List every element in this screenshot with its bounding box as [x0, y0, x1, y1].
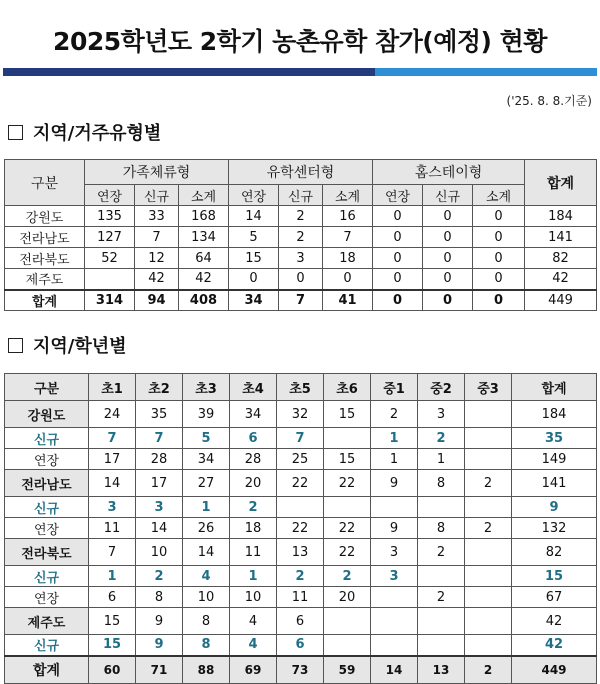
table-cell: 42	[179, 269, 229, 290]
new-row	[5, 566, 597, 587]
column-header: 초4	[230, 374, 277, 401]
table-cell	[324, 635, 371, 656]
new-label: 신규	[5, 635, 89, 656]
table-cell: 10	[230, 587, 277, 608]
checkbox-square-icon	[8, 125, 23, 140]
table-cell: 34	[183, 449, 230, 470]
sum-cell: 0	[373, 290, 423, 311]
sum-label: 합계	[5, 656, 89, 684]
table-cell: 10	[136, 539, 183, 566]
table-cell: 11	[230, 539, 277, 566]
table-cell: 8	[418, 470, 465, 497]
table-cell: 2	[371, 401, 418, 428]
column-header: 중1	[371, 374, 418, 401]
sum-cell: 449	[512, 656, 597, 684]
sum-cell: 73	[277, 656, 324, 684]
table-cell: 22	[324, 539, 371, 566]
table-cell: 27	[183, 470, 230, 497]
table-cell	[371, 608, 418, 635]
table-cell	[371, 497, 418, 518]
table-cell: 9	[136, 608, 183, 635]
header-row	[5, 374, 597, 401]
table-cell: 20	[230, 470, 277, 497]
region-row	[5, 470, 597, 497]
table-cell: 0	[423, 248, 473, 269]
subheader-cell: 연장	[373, 185, 423, 206]
table-cell	[418, 635, 465, 656]
subheader-cell: 신규	[279, 185, 323, 206]
sum-label: 합계	[5, 290, 85, 311]
table-cell: 64	[179, 248, 229, 269]
table-cell: 7	[135, 227, 179, 248]
table-cell: 8	[418, 518, 465, 539]
sum-cell: 14	[371, 656, 418, 684]
table-cell: 42	[135, 269, 179, 290]
table-cell	[418, 608, 465, 635]
table-cell	[465, 566, 512, 587]
table-cell: 14	[89, 470, 136, 497]
table-cell: 13	[277, 539, 324, 566]
residence-type-table	[4, 159, 597, 311]
table-cell: 2	[230, 497, 277, 518]
table-cell: 10	[183, 587, 230, 608]
table-cell: 7	[89, 428, 136, 449]
table-cell: 2	[279, 206, 323, 227]
sum-cell: 41	[323, 290, 373, 311]
table-cell	[371, 587, 418, 608]
table-cell: 4	[183, 566, 230, 587]
table-cell: 1	[371, 428, 418, 449]
table-cell: 1	[89, 566, 136, 587]
table-cell: 2	[418, 539, 465, 566]
table-cell: 8	[136, 587, 183, 608]
table-cell: 132	[512, 518, 597, 539]
section-title: 지역/거주유형별	[33, 123, 162, 144]
row-label: 강원도	[5, 206, 85, 227]
sum-cell: 71	[136, 656, 183, 684]
table-cell: 42	[512, 635, 597, 656]
table-cell: 184	[525, 206, 597, 227]
new-row	[5, 635, 597, 656]
column-header: 초3	[183, 374, 230, 401]
table-row	[5, 206, 597, 227]
table-cell: 168	[179, 206, 229, 227]
table-cell: 149	[512, 449, 597, 470]
subheader-cell: 연장	[85, 185, 135, 206]
table-cell: 2	[279, 227, 323, 248]
new-row	[5, 428, 597, 449]
new-label: 신규	[5, 428, 89, 449]
table-cell: 2	[465, 518, 512, 539]
table-cell: 5	[183, 428, 230, 449]
renew-row	[5, 449, 597, 470]
subheader-cell: 신규	[423, 185, 473, 206]
table-cell: 15	[512, 566, 597, 587]
table-cell: 17	[136, 470, 183, 497]
subheader-cell: 소계	[179, 185, 229, 206]
table-cell: 16	[323, 206, 373, 227]
table-row	[5, 269, 597, 290]
region-row	[5, 539, 597, 566]
renew-row	[5, 587, 597, 608]
table-cell	[465, 428, 512, 449]
sum-cell: 0	[473, 290, 525, 311]
table-cell: 12	[135, 248, 179, 269]
sum-cell: 449	[525, 290, 597, 311]
sum-cell: 13	[418, 656, 465, 684]
region-row	[5, 401, 597, 428]
table-cell: 22	[277, 518, 324, 539]
reference-date: ('25. 8. 8.기준)	[506, 94, 592, 108]
table-cell: 0	[473, 248, 525, 269]
title-underline-navy	[3, 68, 375, 76]
region-row	[5, 608, 597, 635]
table-cell	[85, 269, 135, 290]
sum-cell: 2	[465, 656, 512, 684]
table-cell: 67	[512, 587, 597, 608]
region-name: 제주도	[5, 608, 89, 635]
column-header: 초6	[324, 374, 371, 401]
region-name: 전라북도	[5, 539, 89, 566]
table-cell: 141	[525, 227, 597, 248]
group-header-center: 유학센터형	[229, 160, 373, 185]
table-cell: 18	[323, 248, 373, 269]
table-cell: 14	[183, 539, 230, 566]
table-cell: 4	[230, 608, 277, 635]
renew-label: 연장	[5, 449, 89, 470]
new-label: 신규	[5, 566, 89, 587]
table-cell: 7	[323, 227, 373, 248]
table-cell: 14	[229, 206, 279, 227]
table-cell: 15	[324, 449, 371, 470]
table-cell: 7	[89, 539, 136, 566]
sum-cell: 314	[85, 290, 135, 311]
column-header: 구분	[5, 374, 89, 401]
table-cell: 42	[512, 608, 597, 635]
table-cell: 9	[371, 470, 418, 497]
table-cell	[465, 635, 512, 656]
table-cell: 0	[473, 206, 525, 227]
table-cell: 26	[183, 518, 230, 539]
table-cell: 2	[418, 587, 465, 608]
table-cell: 3	[89, 497, 136, 518]
table-cell: 4	[230, 635, 277, 656]
region-name: 강원도	[5, 401, 89, 428]
table-cell: 0	[423, 206, 473, 227]
group-header-family: 가족체류형	[85, 160, 229, 185]
table-cell: 8	[183, 635, 230, 656]
table-cell	[465, 449, 512, 470]
renew-row	[5, 518, 597, 539]
table-cell: 17	[89, 449, 136, 470]
table-cell: 0	[279, 269, 323, 290]
table-cell: 0	[229, 269, 279, 290]
table-cell	[465, 608, 512, 635]
table-cell: 7	[136, 428, 183, 449]
table-cell: 33	[135, 206, 179, 227]
table-cell: 39	[183, 401, 230, 428]
table-cell: 15	[89, 608, 136, 635]
table-cell: 2	[465, 470, 512, 497]
table-cell: 6	[277, 608, 324, 635]
column-header: 초1	[89, 374, 136, 401]
table-cell: 15	[324, 401, 371, 428]
table-cell: 0	[373, 248, 423, 269]
table-cell: 22	[324, 518, 371, 539]
table-cell: 7	[277, 428, 324, 449]
table-cell: 32	[277, 401, 324, 428]
table-cell: 3	[279, 248, 323, 269]
table-cell: 42	[525, 269, 597, 290]
table-cell: 127	[85, 227, 135, 248]
table-cell: 18	[230, 518, 277, 539]
new-label: 신규	[5, 497, 89, 518]
table-cell: 6	[230, 428, 277, 449]
table-cell: 0	[423, 227, 473, 248]
table-cell: 28	[136, 449, 183, 470]
table-cell: 2	[418, 428, 465, 449]
checkbox-square-icon	[8, 338, 23, 353]
table-cell: 1	[418, 449, 465, 470]
sum-cell: 60	[89, 656, 136, 684]
group-header-homestay: 홈스테이형	[373, 160, 525, 185]
sum-cell: 69	[230, 656, 277, 684]
table-cell: 0	[373, 227, 423, 248]
table-cell: 5	[229, 227, 279, 248]
column-header: 중3	[465, 374, 512, 401]
table-cell	[465, 539, 512, 566]
table-cell	[371, 635, 418, 656]
section-title: 지역/학년별	[33, 336, 127, 357]
table-cell: 8	[183, 608, 230, 635]
table-cell: 82	[525, 248, 597, 269]
sum-cell: 94	[135, 290, 179, 311]
table-cell: 0	[473, 269, 525, 290]
region-name: 전라남도	[5, 470, 89, 497]
section-heading-grade	[8, 332, 127, 358]
row-label: 전라북도	[5, 248, 85, 269]
section-heading-residence	[8, 119, 161, 145]
table-cell: 15	[89, 635, 136, 656]
sum-row	[5, 290, 597, 311]
subheader-cell: 소계	[473, 185, 525, 206]
table-cell: 0	[473, 227, 525, 248]
new-row	[5, 497, 597, 518]
table-cell: 34	[230, 401, 277, 428]
table-cell: 24	[89, 401, 136, 428]
table-cell: 9	[136, 635, 183, 656]
table-cell	[324, 608, 371, 635]
table-cell	[277, 497, 324, 518]
sum-cell: 59	[324, 656, 371, 684]
table-cell: 11	[277, 587, 324, 608]
sum-row	[5, 656, 597, 684]
table-cell: 2	[324, 566, 371, 587]
subheader-cell: 소계	[323, 185, 373, 206]
page-title: 2025학년도 2학기 농촌유학 참가(예정) 현황	[53, 27, 547, 56]
table-cell: 3	[136, 497, 183, 518]
table-row	[5, 227, 597, 248]
renew-label: 연장	[5, 518, 89, 539]
column-header: 초2	[136, 374, 183, 401]
row-label: 전라남도	[5, 227, 85, 248]
table-cell: 2	[277, 566, 324, 587]
table-cell	[324, 428, 371, 449]
column-header: 합계	[512, 374, 597, 401]
table-cell	[418, 566, 465, 587]
table-cell: 25	[277, 449, 324, 470]
table-cell	[465, 587, 512, 608]
table-cell: 135	[85, 206, 135, 227]
table-cell: 52	[85, 248, 135, 269]
row-label: 제주도	[5, 269, 85, 290]
table-cell: 28	[230, 449, 277, 470]
sum-cell: 34	[229, 290, 279, 311]
table-cell: 3	[371, 566, 418, 587]
table-cell	[465, 497, 512, 518]
table-cell: 0	[373, 269, 423, 290]
table-cell: 0	[373, 206, 423, 227]
table-cell: 9	[512, 497, 597, 518]
table-cell: 3	[418, 401, 465, 428]
table-cell: 184	[512, 401, 597, 428]
table-cell: 2	[136, 566, 183, 587]
table-cell: 11	[89, 518, 136, 539]
sum-cell: 0	[423, 290, 473, 311]
table-cell: 141	[512, 470, 597, 497]
grade-table	[4, 373, 597, 684]
table-cell: 9	[371, 518, 418, 539]
table-cell: 1	[183, 497, 230, 518]
sum-cell: 408	[179, 290, 229, 311]
table-cell: 22	[324, 470, 371, 497]
column-header: 초5	[277, 374, 324, 401]
table-cell: 35	[136, 401, 183, 428]
table-cell: 6	[89, 587, 136, 608]
table-cell	[418, 497, 465, 518]
table-cell: 22	[277, 470, 324, 497]
corner-header: 구분	[5, 160, 85, 206]
subheader-cell: 연장	[229, 185, 279, 206]
table-cell: 134	[179, 227, 229, 248]
column-header: 중2	[418, 374, 465, 401]
table-row	[5, 248, 597, 269]
subheader-cell: 신규	[135, 185, 179, 206]
table-cell: 35	[512, 428, 597, 449]
table-cell: 0	[423, 269, 473, 290]
total-header: 합계	[525, 160, 597, 206]
renew-label: 연장	[5, 587, 89, 608]
sum-cell: 88	[183, 656, 230, 684]
table-cell: 1	[371, 449, 418, 470]
table-cell: 20	[324, 587, 371, 608]
table-cell: 1	[230, 566, 277, 587]
table-cell: 3	[371, 539, 418, 566]
title-underline-blue	[375, 68, 597, 76]
sum-cell: 7	[279, 290, 323, 311]
table-cell: 14	[136, 518, 183, 539]
table-cell: 0	[323, 269, 373, 290]
table-cell	[324, 497, 371, 518]
table-cell: 82	[512, 539, 597, 566]
table-cell: 15	[229, 248, 279, 269]
table-cell: 6	[277, 635, 324, 656]
table-cell	[465, 401, 512, 428]
